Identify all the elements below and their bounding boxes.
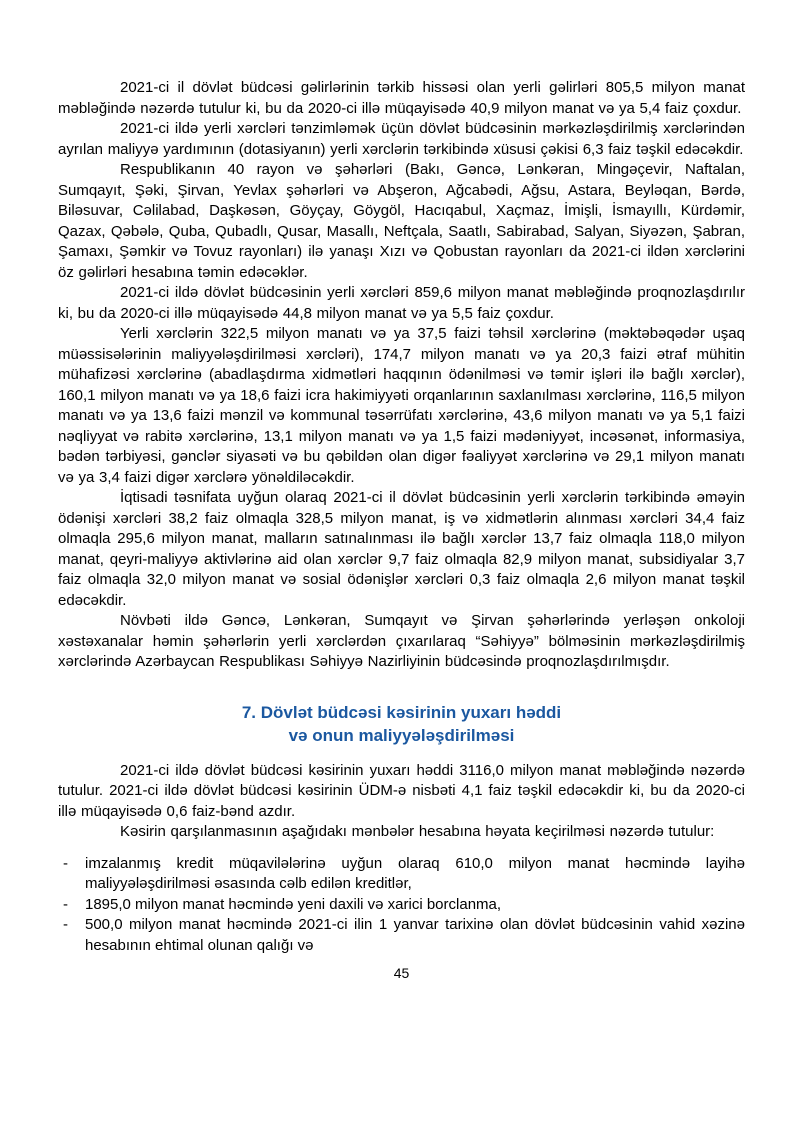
- body-paragraph: 2021-ci ildə dövlət büdcəsinin yerli xərcləri 859,6 milyon manat məbləğində proqnozlaşdırılır ki, bu da 2020-ci illə müqayisədə 44,8 milyon manat və ya 5,5 faiz çoxdur.: [58, 284, 745, 322]
- body-paragraph: 2021-ci il dövlət büdcəsi gəlirlərinin tərkib hissəsi olan yerli gəlirləri 805,5 milyon manat məbləğində nəzərdə tutulur ki, bu da 2020-ci illə müqayisədə 40,9 milyon manat və ya 5,4 faiz çoxdur.: [58, 79, 745, 117]
- body-paragraph: Respublikanın 40 rayon və şəhərləri (Bakı, Gəncə, Lənkəran, Mingəçevir, Naftalan, Sumqayıt, Şəki, Şirvan, Yevlax şəhərləri və Abşeron, Ağcabədi, Ağsu, Astara, Beyləqan, Bərdə, Biləsuvar, Cəlilabad, Daşkəsən, Göyçay, Göygöl, Hacıqabul, Xaçmaz, İmişli, İsmayıllı, Kürdəmir, Qazax, Qəbələ, Quba, Qubadlı, Qusar, Masallı, Neftçala, Saatlı, Sabirabad, Salyan, Siyəzən, Şabran, Şamaxı, Şəmkir və Tovuz rayonları) ilə yanaşı Xızı və Qobustan rayonları da 2021-ci ildən xərclərini öz gəlirləri hesabına təmin edəcəklər.: [58, 161, 745, 281]
- list-item-text: 1895,0 milyon manat həcmində yeni daxili və xarici borclanma,: [85, 895, 502, 913]
- list-item-text: imzalanmış kredit müqavilələrinə uyğun olaraq 610,0 milyon manat həcmində layihə maliyyələşdirilməsi əsasında cəlb edilən kreditlər,: [85, 854, 745, 892]
- page-number: 45: [393, 965, 410, 981]
- body-paragraph: Növbəti ildə Gəncə, Lənkəran, Sumqayıt və Şirvan şəhərlərində yerləşən onkoloji xəstəxanalar həmin şəhərlərin yerli xərclərdən çıxarılaraq “Səhiyyə” bölməsinin mərkəzləşdirilmiş xərclərində Azərbaycan Respublikası Səhiyyə Nazirliyinin büdcəsində proqnozlaşdırılmışdır.: [58, 612, 745, 670]
- list-item: [63, 895, 745, 916]
- section-heading: [58, 701, 745, 747]
- list-item-text: 500,0 milyon manat həcmində 2021-ci ilin 1 yanvar tarixinə olan dövlət büdcəsinin vahid xəzinə hesabının ehtimal olunan qalığı və: [85, 916, 745, 954]
- section-heading-line-2: və onun maliyyələşdirilməsi: [288, 725, 515, 745]
- body-paragraph: İqtisadi təsnifata uyğun olaraq 2021-ci il dövlət büdcəsinin yerli xərclərin tərkibində əməyin ödənişi xərcləri 38,2 faiz olmaqla 328,5 milyon manat, iş və xidmətlərin alınması xərcləri 34,4 faiz olmaqla 295,6 milyon manat, malların satınalınması ilə bağlı xərclər 13,7 faiz olmaqla 118,0 milyon manat, qeyri-maliyyə aktivlərinə aid olan xərclər 9,7 faiz olmaqla 82,9 milyon manat, subsidiyalar 3,7 faiz olmaqla 32,0 milyon manat və sosial ödənişlər xərcləri 0,3 faiz olmaqla 2,6 milyon manat təşkil edəcəkdir.: [58, 489, 745, 609]
- body-paragraph: Kəsirin qarşılanmasının aşağıdakı mənbələr hesabına həyata keçirilməsi nəzərdə tutulur:: [120, 823, 715, 840]
- dash-marker: -: [63, 916, 68, 933]
- section-heading-line-1: 7. Dövlət büdcəsi kəsirinin yuxarı həddi: [241, 702, 562, 722]
- body-paragraph: 2021-ci ildə dövlət büdcəsi kəsirinin yuxarı həddi 3116,0 milyon manat məbləğində nəzərdə tutulur. 2021-ci ildə dövlət büdcəsi kəsirinin ÜDM-ə nisbəti 4,1 faiz təşkil edəcəkdir ki, bu da 2020-ci illə müqayisədə 0,6 faiz-bənd azdır.: [58, 761, 745, 820]
- body-paragraph: Yerli xərclərin 322,5 milyon manatı və ya 37,5 faizi təhsil xərclərinə (məktəbəqədər uşaq müəssisələrinin maliyyələşdirilməsi xərcləri), 174,7 milyon manatı və ya 20,3 faizi ətraf mühitin mühafizəsi xərclərinə (abadlaşdırma xidmətləri haqqının ödənilməsi və təmir işləri ilə bağlı xərclər), 160,1 milyon manatı və ya 18,6 faizi icra hakimiyyəti orqanlarının saxlanılması xərclərinə, 116,5 milyon manatı və ya 13,6 faizi mənzil və kommunal təsərrüfatı xərclərinə, 43,6 milyon manatı və ya 5,1 faizi nəqliyyat və rabitə xərclərinə, 13,1 milyon manatı və ya 1,5 faizi mədəniyyət, incəsənət, informasiya, bədən tərbiyəsi, gənclər siyasəti və bu qəbildən olan digər fəaliyyət xərclərinə və 29,1 milyon manatı və ya 3,4 faizi digər xərclərə yönəldiləcəkdir.: [58, 325, 745, 486]
- body-paragraph: 2021-ci ildə yerli xərcləri tənzimləmək üçün dövlət büdcəsinin mərkəzləşdirilmiş xərclərindən ayrılan maliyyə yardımının (dotasiyanın) yerli xərclərin tərkibində xüsusi çəkisi 6,3 faiz təşkil edəcəkdir.: [58, 120, 745, 158]
- dash-marker: -: [63, 854, 68, 872]
- dash-marker: -: [63, 895, 68, 913]
- dash-list: [58, 854, 745, 957]
- list-item: [63, 915, 745, 956]
- list-item: [63, 854, 745, 895]
